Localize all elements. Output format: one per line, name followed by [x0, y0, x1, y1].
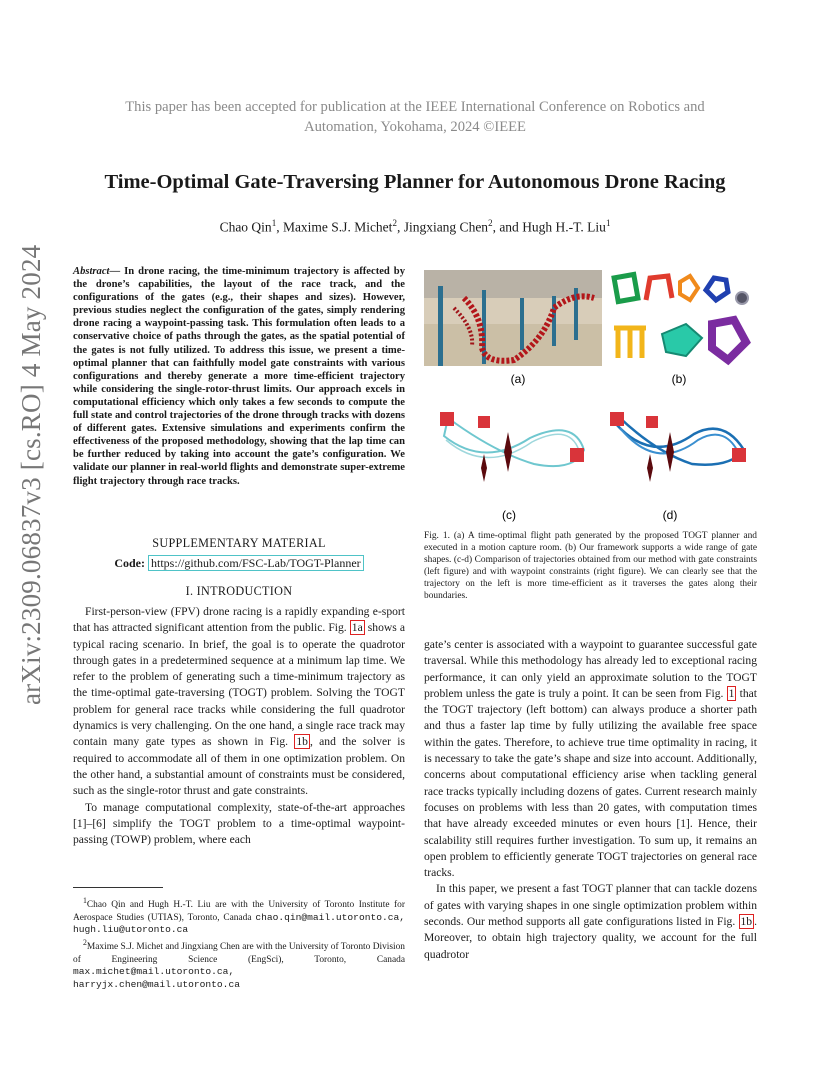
- intro-right-column: [424, 637, 757, 963]
- text-run: First-person-view (FPV) drone racing is a rapidly expanding e-sport that has attracted significant attention from the public. Fig.: [73, 605, 405, 635]
- subfigure-label-b: (b): [671, 372, 687, 386]
- intro-paragraph: [424, 637, 757, 881]
- text-run: . Moreover, to obtain high trajectory quality, we account for the full quadrotor: [424, 915, 757, 961]
- abstract-label: Abstract: [73, 266, 110, 277]
- acceptance-line-1: This paper has been accepted for publication at the IEEE International Conference on Robotics and: [125, 99, 705, 115]
- acceptance-line-2: Automation, Yokohama, 2024 ©IEEE: [304, 119, 526, 135]
- author-list: [60, 218, 770, 236]
- text-run: gate’s center is associated with a waypoint to guarantee successful gate traversal. While this methodology has already led to exceptional racing performance, it can only yield an approximate solution to the TOGT problem unless the gate is truly a point. It can be seen from Fig.: [424, 638, 757, 700]
- footnote-text: Maxime S.J. Michet and Jingxiang Chen are with the University of Toronto Division of Engineering Science (EngSci), Toronto, Canada: [73, 942, 405, 965]
- paper-title: Time-Optimal Gate-Traversing Planner for Autonomous Drone Racing: [104, 171, 726, 193]
- figure-1: [424, 268, 760, 530]
- footnote-emails: max.michet@mail.utoronto.ca, harryjx.chen@mail.utoronto.ca: [73, 966, 240, 990]
- author: Maxime S.J. Michet: [282, 219, 393, 235]
- footnote-mark: 2: [83, 937, 87, 947]
- code-label: Code:: [114, 556, 145, 570]
- intro-paragraph: [424, 881, 757, 962]
- acceptance-notice: [70, 97, 760, 137]
- footnote-mark: 1: [83, 896, 87, 905]
- affiliation-mark: 1: [271, 218, 277, 228]
- subfigure-label-a: (a): [510, 372, 526, 386]
- author-separator: ,: [276, 219, 283, 235]
- figure-reference-link[interactable]: 1b: [296, 735, 308, 749]
- intro-paragraph: To manage computational complexity, state-of-the-art approaches [1]–[6] simplify the TOGT problem to a time-optimal waypoint-passing (TOWP) problem, where each: [73, 800, 405, 847]
- footnote-emails: chao.qin@mail.utoronto.ca, hugh.liu@utoronto.ca: [73, 911, 405, 936]
- author: Jingxiang Chen: [403, 219, 489, 235]
- footnote-1: [73, 895, 405, 937]
- author: Chao Qin: [219, 219, 272, 235]
- footnote-text: Chao Qin and Hugh H.-T. Liu are with the University of Toronto Institute for Aerospace Studies (UTIAS), Toronto, Canada: [73, 900, 405, 923]
- abstract-text: — In drone racing, the time-minimum trajectory is affected by the drone’s capabilities, the layout of the race track, and the configurations of the gates (e.g., their shapes and sizes). However, previous studies neglect the configuration of the gates, simply rendering drone racing a waypoint-passing task. This formulation often leads to a conservative choice of paths through the gates, as the spatial potential of the gates is not fully utilized. To address this issue, we present a time-optimal planner that can faithfully model gate constraints with various configurations and thereby generate a more time-efficient trajectory while considering the single-rotor-thrust limits. Our approach excels in computational efficiency which only takes a few seconds to compute the full state and control trajectories of the drone through tracks with dozens of different gates. Extensive simulations and experiments confirm the effectiveness of the proposed methodology, showing that the lap time can be further reduced by taking into account the gate’s configuration. We validate our planner in real-world flights and demonstrate super-extreme flight trajectory through race tracks.: [73, 266, 405, 487]
- code-line: [73, 556, 405, 571]
- figure-reference-link[interactable]: 1a: [351, 621, 363, 635]
- affiliation-mark: 1: [605, 218, 611, 228]
- photo-racing-room: [424, 270, 602, 366]
- figure-reference-link[interactable]: 1b: [740, 915, 753, 929]
- arxiv-identifier: arXiv:2309.06837v3 [cs.RO] 4 May 2024: [16, 244, 46, 705]
- trajectory-waypoint-constraints: [610, 412, 746, 482]
- footnote-2: [73, 937, 405, 992]
- footnotes: [73, 895, 405, 991]
- affiliation-mark: 2: [392, 218, 397, 228]
- section-heading-introduction: I. INTRODUCTION: [185, 584, 293, 598]
- figure-graphic: [424, 268, 760, 530]
- text-run: shows a typical racing scenario. In brief, the goal is to operate the quadrotor through gates in a predetermined sequence at a minimum lap time. We refer to the problem of generating such a time-minimum trajectory as the time-optimal gate-traversing (TOGT) problem. Solving the TOGT problem for general race tracks while considering the full quadrotor dynamics is very challenging. On the one hand, a single race track may contain many gate types as shown in Fig.: [73, 621, 405, 749]
- author-separator: , and: [492, 219, 523, 235]
- trajectory-gate-constraints: [440, 412, 584, 482]
- gate-shapes: [614, 274, 748, 360]
- section-heading-supplementary: SUPPLEMENTARY MATERIAL: [152, 536, 326, 550]
- text-run: that the TOGT trajectory (left bottom) can always produce a shorter path and thus a faster lap time by fully utilizing the available free space within the gates. Therefore, to achieve true time optimality in racing, it is necessary to take the gate’s shape and size into account. Additionally, concerns about computational efficiency arise when tackling general race tracks typically including dozens of gates. Current research mainly focuses on problems with less than 20 gates, with computation times that have already exceeded minutes or even hours [1]. Hence, their scalability still requires further investigation. To sum up, it remains an open problem to efficiently generate TOGT trajectories on general race tracks.: [424, 686, 757, 880]
- footnote-rule: [73, 887, 163, 888]
- intro-paragraph: [73, 604, 405, 800]
- text-run: In this paper, we present a fast TOGT planner that can tackle dozens of gates with varying shapes in one single optimization problem within seconds. Our method supports all gate configurations listed in Fig.: [424, 882, 757, 929]
- abstract: [73, 265, 405, 488]
- code-link[interactable]: https://github.com/FSC-Lab/TOGT-Planner: [148, 555, 364, 571]
- subfigure-label-d: (d): [662, 508, 678, 522]
- subfigure-label-c: (c): [502, 508, 516, 522]
- author-separator: ,: [396, 219, 404, 235]
- text-run: , and the solver is required to accommodate all of them in one optimization problem. On the other hand, a substantial amount of constraints must be considered, such as the single-rotor thrust and gate constraints.: [73, 735, 406, 798]
- figure-caption: Fig. 1. (a) A time-optimal flight path generated by the proposed TOGT planner and executed in a motion capture room. (b) Our framework supports a wide range of gate shapes. (c-d) Comparison of trajectories obtained from our method with gate constraints (left figure) and with waypoint constraints (right figure). We can clearly see that the trajectory on the left is more time-efficient as it traverses the gates along their boundaries.: [424, 531, 757, 601]
- intro-left-column: [73, 604, 405, 848]
- figure-reference-link[interactable]: 1: [728, 686, 735, 700]
- affiliation-mark: 2: [488, 218, 493, 228]
- author: Hugh H.-T. Liu: [522, 219, 606, 235]
